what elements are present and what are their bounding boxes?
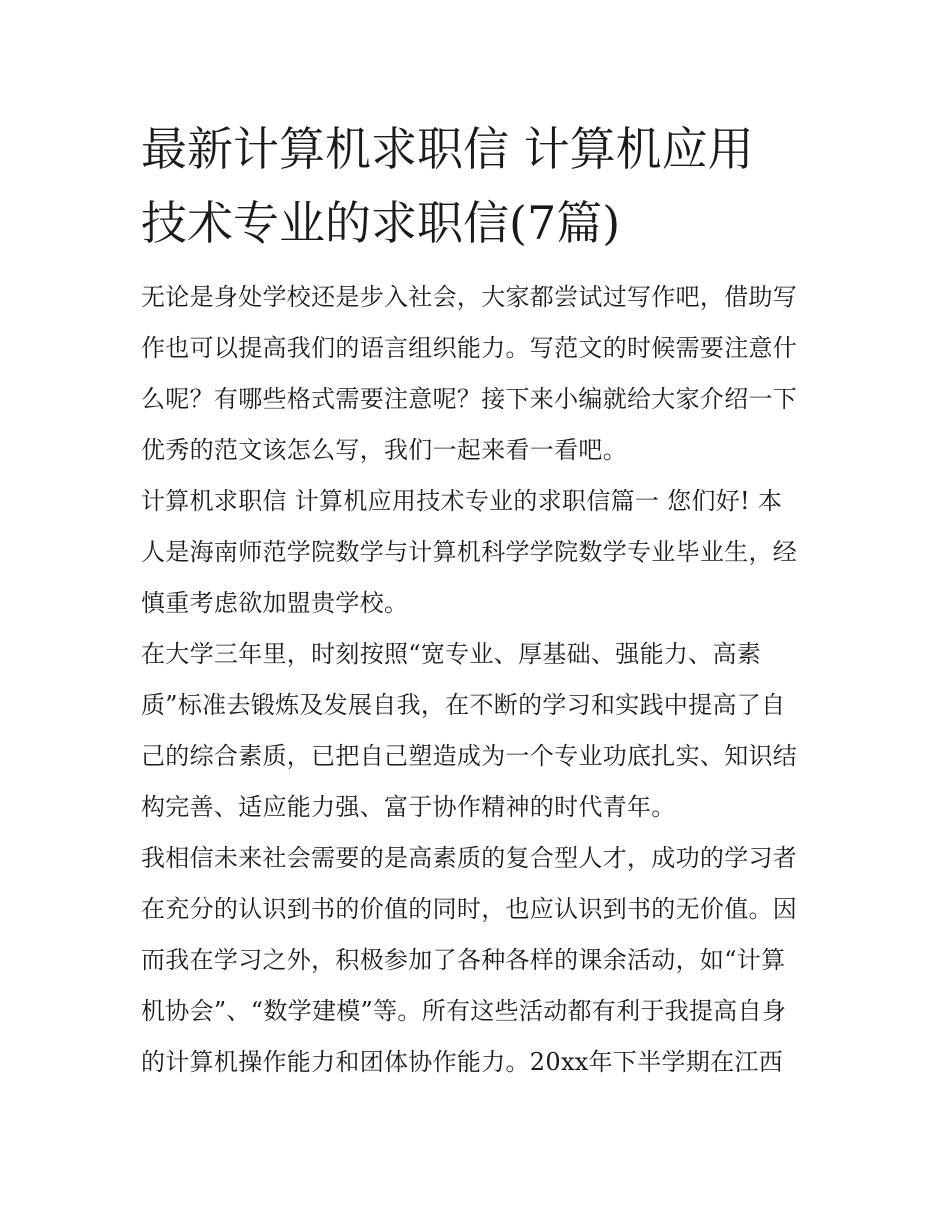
title-line: 技术专业的求职信(7篇) (141, 196, 621, 250)
text-line: 么呢？有哪些格式需要注意呢？接下来小编就给大家介绍一下 (141, 385, 798, 413)
text-line: 在充分的认识到书的价值的同时，也应认识到书的无价值。因 (141, 895, 798, 923)
text-line: 计算机求职信 计算机应用技术专业的求职信篇一 您们好! 本 (141, 487, 783, 515)
letter-opening-paragraph (141, 476, 813, 629)
self-development-paragraph (141, 629, 813, 833)
text-line: 无论是身处学校还是步入社会，大家都尝试过写作吧，借助写 (141, 283, 798, 311)
text-line: 人是海南师范学院数学与计算机科学学院数学专业毕业生，经 (141, 538, 798, 566)
text-line: 作也可以提高我们的语言组织能力。写范文的时候需要注意什 (141, 334, 798, 362)
text-line: 机协会”、“数学建模”等。所有这些活动都有利于我提高自身 (141, 997, 787, 1025)
title-line: 最新计算机求职信 计算机应用 (141, 122, 754, 176)
text-line: 构完善、适应能力强、富于协作精神的时代青年。 (141, 793, 676, 821)
text-line: 慎重考虑欲加盟贵学校。 (141, 589, 409, 617)
text-line: 优秀的范文该怎么写，我们一起来看一看吧。 (141, 436, 627, 464)
text-line: 而我在学习之外，积极参加了各种各样的课余活动，如“计算 (141, 946, 786, 974)
text-line: 质”标准去锻炼及发展自我，在不断的学习和实践中提高了自 (141, 691, 786, 719)
text-line: 在大学三年里，时刻按照“宽专业、厚基础、强能力、高素 (141, 640, 762, 668)
text-line: 己的综合素质，已把自己塑造成为一个专业功底扎实、知识结 (141, 742, 798, 770)
text-line: 的计算机操作能力和团体协作能力。20xx年下半学期在江西 (141, 1048, 784, 1076)
intro-paragraph (141, 272, 813, 476)
activities-paragraph (141, 833, 813, 1088)
document-page (141, 112, 813, 1088)
text-line: 我相信未来社会需要的是高素质的复合型人才，成功的学习者 (141, 844, 798, 872)
document-title (141, 112, 813, 260)
